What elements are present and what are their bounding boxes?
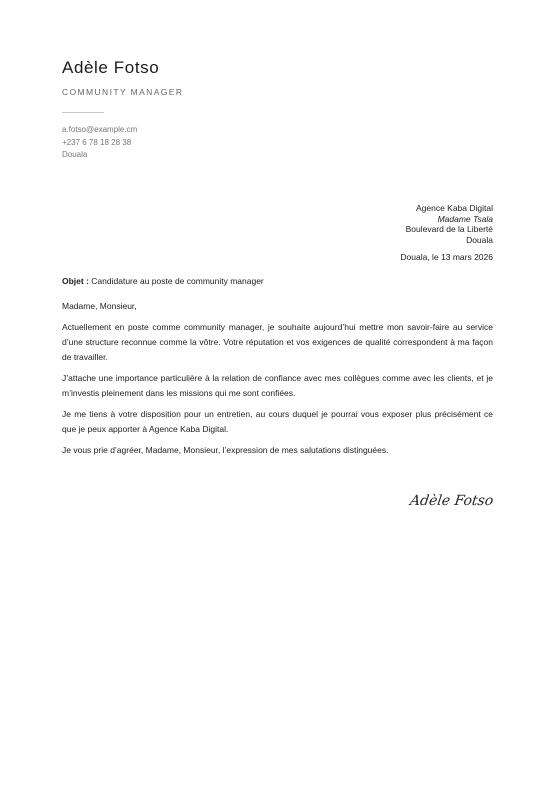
letter-subject [62, 276, 264, 286]
recipient-contact: Madame Tsala [437, 213, 493, 224]
recipient-block [406, 203, 493, 245]
recipient-city: Douala [466, 234, 493, 245]
sender-contact-block [62, 124, 137, 162]
salutation: Madame, Monsieur, [62, 301, 137, 311]
letter-date: Douala, le 13 mars 2026 [400, 252, 493, 262]
body-paragraph: J’attache une importance particulière à la relation de confiance avec mes collègues comme avec les clients, et je m’investis pleinement dans les missions qui me sont confiées. [62, 373, 493, 398]
subject-text: Candidature au poste de community manager [91, 276, 264, 286]
recipient-street: Boulevard de la Liberté [405, 224, 493, 234]
body-paragraph: Actuellement en poste comme community manager, je souhaite aujourd’hui mettre mon savoir-faire au service d’une structure reconnue comme la vôtre. Votre réputation et vos exigences de qualité correspondent à ma façon de travailler. [62, 322, 493, 362]
header-divider [62, 112, 104, 113]
sender-email: a.fotso@example.cm [62, 125, 138, 134]
letter-body [62, 299, 493, 464]
recipient-company: Agence Kaba Digital [415, 203, 493, 213]
sender-job-title: COMMUNITY MANAGER [62, 87, 184, 97]
sender-name: Adèle Fotso [62, 58, 160, 77]
handwritten-signature: Adèle Fotso [408, 493, 495, 509]
body-paragraph: Je me tiens à votre disposition pour un entretien, au cours duquel je pourrai vous exposer plus précisément ce que je peux apporter à Agence Kaba Digital. [62, 409, 493, 434]
sender-phone: +237 6 78 18 28 38 [62, 137, 132, 147]
sender-city: Douala [62, 150, 88, 160]
subject-label: Objet : [62, 276, 89, 286]
closing-paragraph: Je vous prie d’agréer, Madame, Monsieur, l’expression de mes salutations distinguées. [62, 445, 389, 455]
